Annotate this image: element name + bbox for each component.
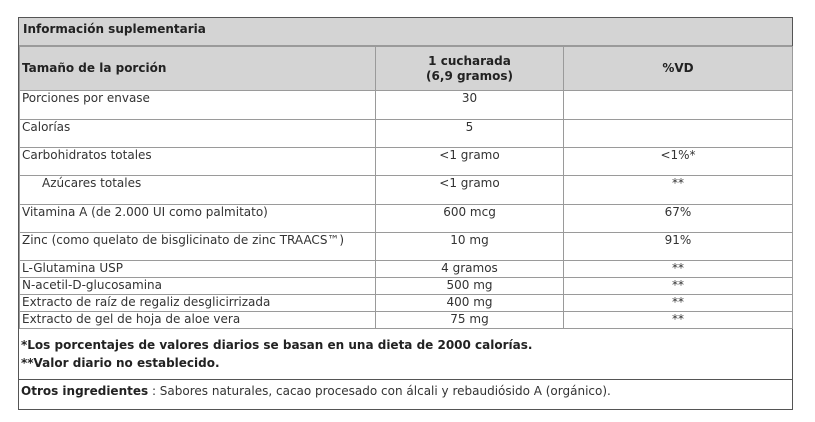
panel-title: Información suplementaria — [19, 18, 792, 46]
table-row — [20, 120, 793, 148]
table-row — [20, 148, 793, 176]
row-name: Porciones por envase — [20, 91, 376, 120]
footnote-daily-values: *Los porcentajes de valores diarios se basan en una dieta de 2000 calorías. — [21, 338, 533, 352]
table-header-row — [20, 47, 793, 91]
row-amount: <1 gramo — [376, 176, 564, 205]
row-amount: 400 mg — [376, 295, 564, 312]
row-dv: ** — [564, 261, 793, 278]
serving-size-label: Tamaño de la porción — [20, 47, 376, 91]
row-amount: 4 gramos — [376, 261, 564, 278]
row-amount: 600 mcg — [376, 205, 564, 233]
table-row — [20, 91, 793, 120]
row-name: N-acetil-D-glucosamina — [20, 278, 376, 295]
row-dv: 91% — [564, 233, 793, 261]
serving-size-value — [376, 47, 564, 91]
serving-size-line2: (6,9 gramos) — [426, 68, 513, 83]
row-name: Calorías — [20, 120, 376, 148]
row-name: Zinc (como quelato de bisglicinato de zinc TRAACS™) — [20, 233, 376, 261]
other-ingredients — [19, 382, 794, 400]
table-row — [20, 261, 793, 278]
row-amount: 75 mg — [376, 312, 564, 329]
row-dv: ** — [564, 278, 793, 295]
row-amount: <1 gramo — [376, 148, 564, 176]
row-dv: ** — [564, 295, 793, 312]
daily-value-header: %VD — [564, 47, 793, 91]
row-dv — [564, 120, 793, 148]
supplement-facts-table — [19, 46, 793, 329]
footnotes — [19, 336, 792, 380]
row-dv — [564, 91, 793, 120]
row-name: L-Glutamina USP — [20, 261, 376, 278]
table-row — [20, 205, 793, 233]
row-amount: 30 — [376, 91, 564, 120]
row-amount: 500 mg — [376, 278, 564, 295]
other-ingredients-text: : Sabores naturales, cacao procesado con álcali y rebaudiósido A (orgánico). — [148, 384, 611, 398]
row-name: Extracto de raíz de regaliz desglicirrizada — [20, 295, 376, 312]
row-amount: 5 — [376, 120, 564, 148]
footnote-not-established: **Valor diario no establecido. — [21, 356, 220, 370]
row-dv: ** — [564, 312, 793, 329]
row-name: Carbohidratos totales — [20, 148, 376, 176]
other-ingredients-label: Otros ingredientes — [21, 384, 149, 398]
table-row — [20, 295, 793, 312]
row-amount: 10 mg — [376, 233, 564, 261]
serving-size-line1: 1 cucharada — [428, 53, 511, 68]
row-dv: ** — [564, 176, 793, 205]
row-name: Azúcares totales — [20, 176, 376, 205]
row-dv: 67% — [564, 205, 793, 233]
supplement-facts-panel — [18, 17, 793, 410]
table-row — [20, 312, 793, 329]
row-name: Extracto de gel de hoja de aloe vera — [20, 312, 376, 329]
table-row — [20, 176, 793, 205]
table-row — [20, 278, 793, 295]
table-row — [20, 233, 793, 261]
row-dv: <1%* — [564, 148, 793, 176]
row-name: Vitamina A (de 2.000 UI como palmitato) — [20, 205, 376, 233]
